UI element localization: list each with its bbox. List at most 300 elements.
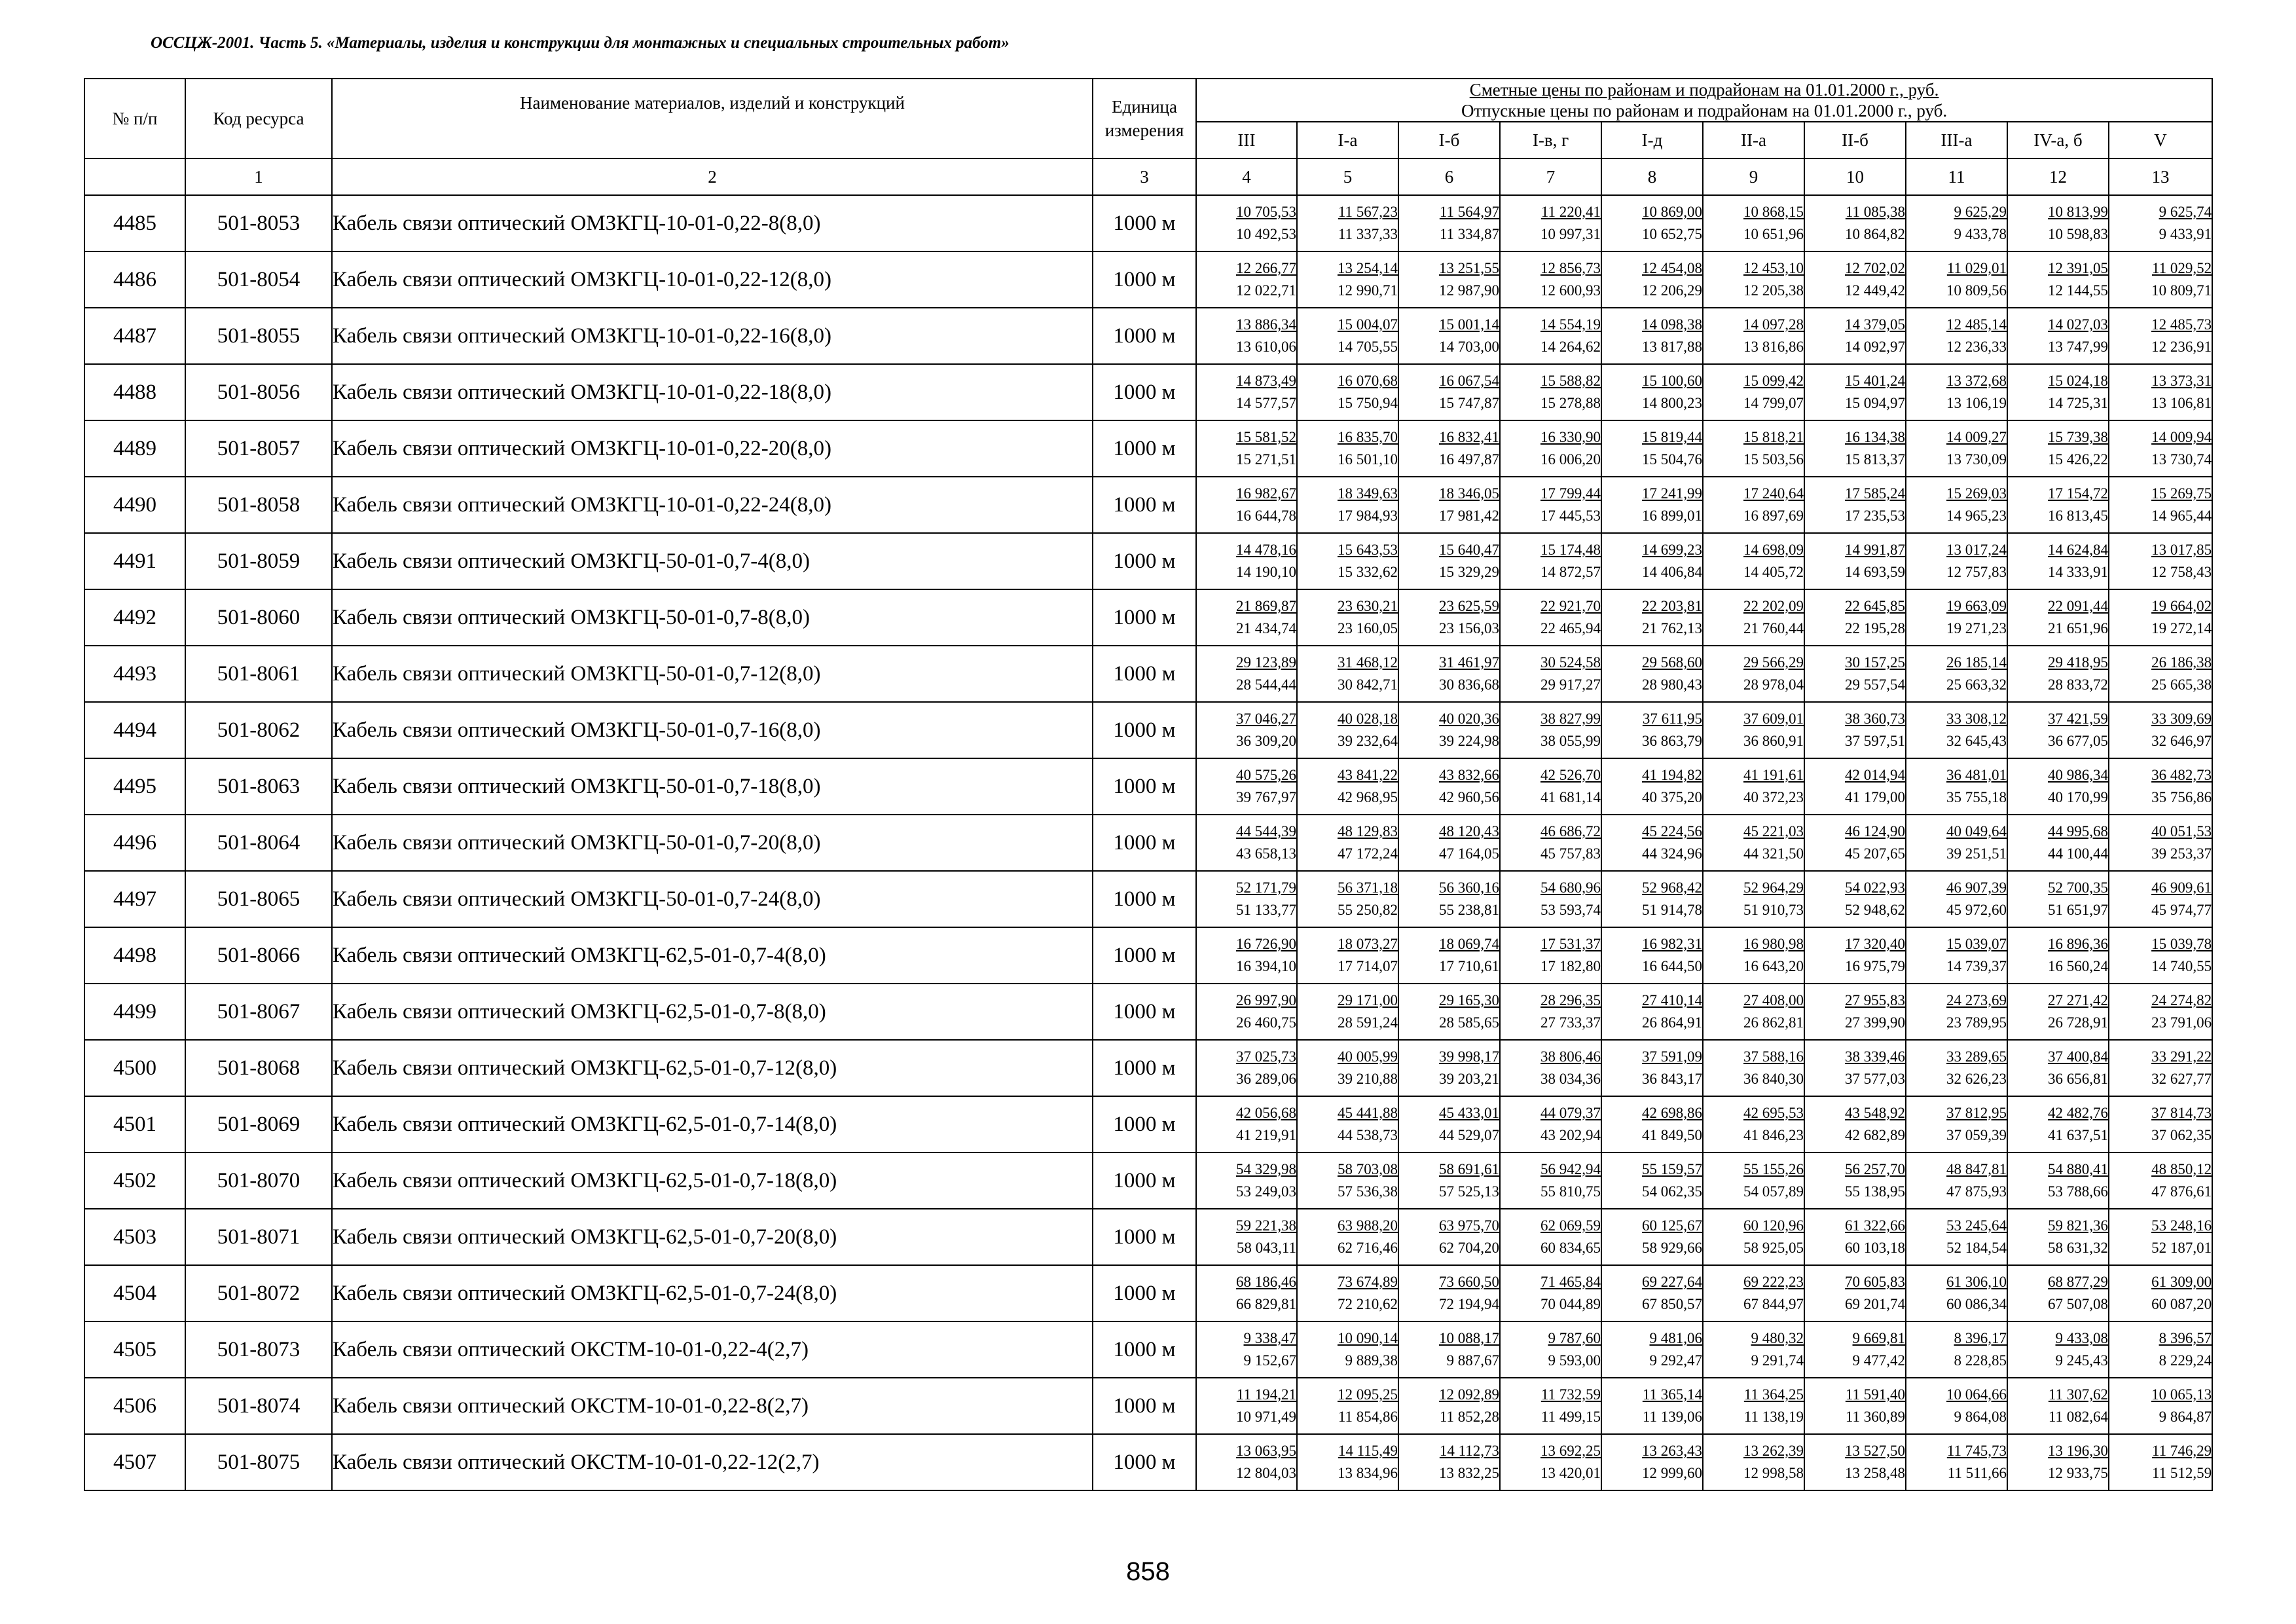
price-cell — [1398, 1096, 1500, 1153]
release-price: 70 044,89 — [1540, 1296, 1601, 1312]
price-cell — [1906, 1153, 2007, 1209]
running-head: ОССЦЖ-2001. Часть 5. «Материалы, изделия и конструкции для монтажных и специальных строительных работ» — [151, 34, 1010, 52]
price-cell — [1297, 1378, 1398, 1434]
release-price: 40 375,20 — [1642, 789, 1702, 805]
price-cell — [1703, 589, 1804, 646]
release-price: 14 577,57 — [1236, 395, 1296, 411]
price-cell — [1398, 1378, 1500, 1434]
estimate-price: 24 274,82 — [2151, 992, 2212, 1008]
price-cell — [1398, 984, 1500, 1040]
release-price: 12 449,42 — [1845, 282, 1905, 299]
release-price: 37 577,03 — [1845, 1071, 1905, 1087]
estimate-price: 56 257,70 — [1845, 1161, 1905, 1177]
price-cell — [1297, 758, 1398, 815]
price-cell — [1601, 1321, 1703, 1378]
price-cell — [1804, 195, 1906, 251]
price-cell — [1398, 927, 1500, 984]
estimate-price: 48 847,81 — [1946, 1161, 2007, 1177]
material-name: Кабель связи оптический ОМЗКГЦ-10-01-0,22-16(8,0) — [332, 308, 1093, 364]
release-price: 15 278,88 — [1540, 395, 1601, 411]
column-number: 9 — [1703, 158, 1804, 195]
release-price: 57 536,38 — [1338, 1183, 1398, 1200]
price-cell — [2109, 815, 2212, 871]
release-price: 21 434,74 — [1236, 620, 1296, 637]
release-price: 15 813,37 — [1845, 451, 1905, 468]
estimate-price: 44 544,39 — [1236, 823, 1296, 840]
estimate-price: 11 564,97 — [1439, 204, 1499, 220]
estimate-price: 10 705,53 — [1236, 204, 1296, 220]
price-cell — [2109, 364, 2212, 420]
price-cell — [1601, 646, 1703, 702]
row-number: 4499 — [84, 984, 185, 1040]
estimate-price: 37 421,59 — [2048, 710, 2108, 727]
release-price: 30 842,71 — [1338, 676, 1398, 693]
estimate-price: 17 154,72 — [2048, 485, 2108, 502]
table-row — [84, 308, 2212, 364]
estimate-price: 48 850,12 — [2151, 1161, 2212, 1177]
release-price: 11 360,89 — [1845, 1409, 1905, 1425]
price-cell — [2007, 1434, 2109, 1490]
release-price: 14 705,55 — [1338, 339, 1398, 355]
estimate-price: 15 640,47 — [1439, 542, 1499, 558]
price-cell — [1297, 1209, 1398, 1265]
price-cell — [1601, 1265, 1703, 1321]
estimate-price: 30 524,58 — [1540, 654, 1601, 671]
price-cell — [1500, 1153, 1601, 1209]
unit: 1000 м — [1093, 1209, 1196, 1265]
estimate-price: 22 645,85 — [1845, 598, 1905, 614]
price-cell — [1906, 364, 2007, 420]
row-number: 4489 — [84, 420, 185, 477]
release-price: 36 289,06 — [1236, 1071, 1296, 1087]
price-cell — [2007, 308, 2109, 364]
price-cell — [1297, 195, 1398, 251]
price-cell — [1500, 533, 1601, 589]
price-cell — [2007, 984, 2109, 1040]
price-cell — [1196, 477, 1297, 533]
release-price: 13 106,81 — [2151, 395, 2212, 411]
table-row — [84, 1153, 2212, 1209]
price-cell — [2007, 477, 2109, 533]
estimate-price: 15 039,07 — [1946, 936, 2007, 952]
release-price: 15 503,56 — [1743, 451, 1804, 468]
price-cell — [2007, 364, 2109, 420]
release-price: 17 714,07 — [1338, 958, 1398, 974]
price-cell — [1500, 589, 1601, 646]
price-cell — [1601, 758, 1703, 815]
release-price: 39 224,98 — [1439, 733, 1499, 749]
estimate-price: 42 014,94 — [1845, 767, 1905, 783]
estimate-price: 46 907,39 — [1946, 879, 2007, 896]
estimate-price: 22 202,09 — [1743, 598, 1804, 614]
estimate-price: 8 396,57 — [2159, 1330, 2212, 1346]
estimate-price: 18 346,05 — [1439, 485, 1499, 502]
column-number: 12 — [2007, 158, 2109, 195]
unit: 1000 м — [1093, 364, 1196, 420]
price-cell — [1196, 815, 1297, 871]
release-price: 12 933,75 — [2048, 1465, 2108, 1481]
price-cell — [1297, 477, 1398, 533]
estimate-price: 10 868,15 — [1743, 204, 1804, 220]
release-price: 27 399,90 — [1845, 1014, 1905, 1031]
price-cell — [1500, 758, 1601, 815]
release-price: 14 264,62 — [1540, 339, 1601, 355]
estimate-price: 36 482,73 — [2151, 767, 2212, 783]
estimate-price: 42 482,76 — [2048, 1105, 2108, 1121]
price-cell — [1196, 1265, 1297, 1321]
release-price: 16 560,24 — [2048, 958, 2108, 974]
release-price: 44 324,96 — [1642, 845, 1702, 862]
price-cell — [1196, 646, 1297, 702]
estimate-price: 73 674,89 — [1338, 1274, 1398, 1290]
estimate-price: 16 835,70 — [1338, 429, 1398, 445]
price-cell — [1196, 1321, 1297, 1378]
release-price: 45 757,83 — [1540, 845, 1601, 862]
estimate-price: 28 296,35 — [1540, 992, 1601, 1008]
release-price: 11 337,33 — [1338, 226, 1398, 242]
release-price: 44 321,50 — [1743, 845, 1804, 862]
row-number: 4495 — [84, 758, 185, 815]
unit: 1000 м — [1093, 1321, 1196, 1378]
release-price: 36 840,30 — [1743, 1071, 1804, 1087]
release-price: 17 235,53 — [1845, 507, 1905, 524]
estimate-price: 38 827,99 — [1540, 710, 1601, 727]
price-cell — [1703, 251, 1804, 308]
price-table — [84, 78, 2213, 1491]
release-price: 11 512,59 — [2151, 1465, 2212, 1481]
estimate-price: 37 611,95 — [1642, 710, 1702, 727]
price-cell — [1906, 702, 2007, 758]
estimate-price: 11 567,23 — [1338, 204, 1398, 220]
material-name: Кабель связи оптический ОМЗКГЦ-50-01-0,7-24(8,0) — [332, 871, 1093, 927]
estimate-price: 18 073,27 — [1338, 936, 1398, 952]
estimate-price: 43 841,22 — [1338, 767, 1398, 783]
price-cell — [1804, 1209, 1906, 1265]
estimate-price: 15 039,78 — [2151, 936, 2212, 952]
estimate-price: 18 069,74 — [1439, 936, 1499, 952]
price-cell — [2007, 1153, 2109, 1209]
price-cell — [1906, 589, 2007, 646]
resource-code: 501-8063 — [185, 758, 332, 815]
price-cell — [1297, 1321, 1398, 1378]
material-name: Кабель связи оптический ОМЗКГЦ-10-01-0,22-8(8,0) — [332, 195, 1093, 251]
release-price: 9 291,74 — [1751, 1352, 1804, 1369]
release-price: 72 210,62 — [1338, 1296, 1398, 1312]
release-price: 14 965,23 — [1946, 507, 2007, 524]
release-price: 10 651,96 — [1743, 226, 1804, 242]
estimate-price: 15 581,52 — [1236, 429, 1296, 445]
release-price: 32 646,97 — [2151, 733, 2212, 749]
material-name: Кабель связи оптический ОМЗКГЦ-50-01-0,7-8(8,0) — [332, 589, 1093, 646]
price-cell — [1500, 364, 1601, 420]
release-price: 13 834,96 — [1338, 1465, 1398, 1481]
region-header: IV-а, б — [2007, 122, 2109, 158]
estimate-price: 55 155,26 — [1743, 1161, 1804, 1177]
price-cell — [2007, 420, 2109, 477]
region-header: II-б — [1804, 122, 1906, 158]
release-price: 9 864,08 — [1954, 1409, 2007, 1425]
release-price: 16 501,10 — [1338, 451, 1398, 468]
release-price: 60 834,65 — [1540, 1240, 1601, 1256]
release-price: 15 332,62 — [1338, 564, 1398, 580]
price-cell — [1601, 1434, 1703, 1490]
release-price: 10 598,83 — [2048, 226, 2108, 242]
estimate-price: 40 020,36 — [1439, 710, 1499, 727]
row-number: 4501 — [84, 1096, 185, 1153]
price-cell — [1196, 1434, 1297, 1490]
release-price: 51 914,78 — [1642, 902, 1702, 918]
release-price: 15 504,76 — [1642, 451, 1702, 468]
estimate-price: 10 088,17 — [1439, 1330, 1499, 1346]
estimate-price: 9 669,81 — [1852, 1330, 1905, 1346]
estimate-price: 27 408,00 — [1743, 992, 1804, 1008]
estimate-price: 15 401,24 — [1845, 373, 1905, 389]
column-number: 3 — [1093, 158, 1196, 195]
table-row — [84, 646, 2212, 702]
release-price: 12 600,93 — [1540, 282, 1601, 299]
estimate-price: 11 364,25 — [1743, 1386, 1804, 1403]
price-cell — [1906, 420, 2007, 477]
table-row — [84, 477, 2212, 533]
estimate-price: 45 433,01 — [1439, 1105, 1499, 1121]
material-name: Кабель связи оптический ОМЗКГЦ-62,5-01-0,7-14(8,0) — [332, 1096, 1093, 1153]
price-cell — [1297, 251, 1398, 308]
estimate-price: 12 702,02 — [1845, 260, 1905, 276]
unit: 1000 м — [1093, 1378, 1196, 1434]
release-price: 10 492,53 — [1236, 226, 1296, 242]
price-cell — [1601, 251, 1703, 308]
price-cell — [2109, 871, 2212, 927]
estimate-price: 40 005,99 — [1338, 1048, 1398, 1065]
unit: 1000 м — [1093, 1096, 1196, 1153]
region-header: I-а — [1297, 122, 1398, 158]
release-price: 60 087,20 — [2151, 1296, 2212, 1312]
price-cell — [2109, 646, 2212, 702]
unit: 1000 м — [1093, 1434, 1196, 1490]
price-cell — [1804, 815, 1906, 871]
estimate-price: 23 625,59 — [1439, 598, 1499, 614]
price-cell — [1906, 1378, 2007, 1434]
price-cell — [1500, 984, 1601, 1040]
material-name: Кабель связи оптический ОМЗКГЦ-10-01-0,22-24(8,0) — [332, 477, 1093, 533]
estimate-price: 52 171,79 — [1236, 879, 1296, 896]
prices-header-release: Отпускные цены по районам и подрайонам на 01.01.2000 г., руб. — [1461, 101, 1948, 120]
release-price: 15 271,51 — [1236, 451, 1296, 468]
estimate-price: 45 221,03 — [1743, 823, 1804, 840]
price-cell — [2109, 927, 2212, 984]
release-price: 55 250,82 — [1338, 902, 1398, 918]
column-number: 8 — [1601, 158, 1703, 195]
release-price: 62 704,20 — [1439, 1240, 1499, 1256]
price-cell — [1906, 758, 2007, 815]
region-header: III-а — [1906, 122, 2007, 158]
page-number: 858 — [1126, 1557, 1170, 1586]
price-cell — [1500, 195, 1601, 251]
release-price: 44 538,73 — [1338, 1127, 1398, 1143]
price-cell — [1398, 364, 1500, 420]
release-price: 41 179,00 — [1845, 789, 1905, 805]
release-price: 58 925,05 — [1743, 1240, 1804, 1256]
release-price: 38 055,99 — [1540, 733, 1601, 749]
release-price: 17 710,61 — [1439, 958, 1499, 974]
release-price: 15 094,97 — [1845, 395, 1905, 411]
estimate-price: 9 338,47 — [1243, 1330, 1296, 1346]
price-cell — [1906, 1434, 2007, 1490]
estimate-price: 41 194,82 — [1642, 767, 1702, 783]
price-cell — [1601, 1153, 1703, 1209]
resource-code: 501-8071 — [185, 1209, 332, 1265]
unit: 1000 м — [1093, 927, 1196, 984]
price-cell — [1297, 1096, 1398, 1153]
row-number: 4486 — [84, 251, 185, 308]
price-cell — [1804, 927, 1906, 984]
price-cell — [1500, 702, 1601, 758]
price-cell — [1804, 1040, 1906, 1096]
release-price: 52 948,62 — [1845, 902, 1905, 918]
price-cell — [1804, 871, 1906, 927]
price-cell — [1196, 1040, 1297, 1096]
price-cell — [2109, 1153, 2212, 1209]
price-cell — [1906, 646, 2007, 702]
estimate-price: 14 097,28 — [1743, 316, 1804, 333]
resource-code: 501-8062 — [185, 702, 332, 758]
estimate-price: 40 051,53 — [2151, 823, 2212, 840]
price-cell — [1398, 1265, 1500, 1321]
release-price: 36 656,81 — [2048, 1071, 2108, 1087]
release-price: 41 849,50 — [1642, 1127, 1702, 1143]
release-price: 23 791,06 — [2151, 1014, 2212, 1031]
release-price: 16 643,20 — [1743, 958, 1804, 974]
release-price: 11 139,06 — [1642, 1409, 1702, 1425]
row-number: 4493 — [84, 646, 185, 702]
estimate-price: 19 664,02 — [2151, 598, 2212, 614]
estimate-price: 54 680,96 — [1540, 879, 1601, 896]
release-price: 9 593,00 — [1548, 1352, 1601, 1369]
release-price: 10 971,49 — [1236, 1409, 1296, 1425]
release-price: 39 251,51 — [1946, 845, 2007, 862]
price-cell — [1500, 420, 1601, 477]
release-price: 12 206,29 — [1642, 282, 1702, 299]
price-cell — [1196, 533, 1297, 589]
estimate-price: 12 856,73 — [1540, 260, 1601, 276]
table-row — [84, 533, 2212, 589]
price-cell — [1500, 251, 1601, 308]
estimate-price: 14 098,38 — [1642, 316, 1702, 333]
release-price: 39 767,97 — [1236, 789, 1296, 805]
resource-code: 501-8056 — [185, 364, 332, 420]
estimate-price: 37 609,01 — [1743, 710, 1804, 727]
resource-code: 501-8057 — [185, 420, 332, 477]
release-price: 14 693,59 — [1845, 564, 1905, 580]
release-price: 23 156,03 — [1439, 620, 1499, 637]
estimate-price: 71 465,84 — [1540, 1274, 1601, 1290]
row-number: 4500 — [84, 1040, 185, 1096]
price-cell — [1196, 195, 1297, 251]
release-price: 17 981,42 — [1439, 507, 1499, 524]
material-name: Кабель связи оптический ОМЗКГЦ-10-01-0,22-20(8,0) — [332, 420, 1093, 477]
release-price: 67 507,08 — [2048, 1296, 2108, 1312]
estimate-price: 63 988,20 — [1338, 1217, 1398, 1234]
estimate-price: 11 307,62 — [2048, 1386, 2108, 1403]
price-cell — [2109, 1434, 2212, 1490]
estimate-price: 15 739,38 — [2048, 429, 2108, 445]
estimate-price: 43 832,66 — [1439, 767, 1499, 783]
release-price: 41 219,91 — [1236, 1127, 1296, 1143]
release-price: 21 760,44 — [1743, 620, 1804, 637]
price-cell — [2109, 1096, 2212, 1153]
price-cell — [1906, 251, 2007, 308]
price-cell — [1500, 1434, 1601, 1490]
price-cell — [1196, 702, 1297, 758]
price-cell — [1703, 1096, 1804, 1153]
price-cell — [1601, 702, 1703, 758]
price-cell — [1398, 477, 1500, 533]
price-cell — [1703, 927, 1804, 984]
price-cell — [1703, 1434, 1804, 1490]
estimate-price: 33 308,12 — [1946, 710, 2007, 727]
unit: 1000 м — [1093, 477, 1196, 533]
estimate-price: 12 266,77 — [1236, 260, 1296, 276]
estimate-price: 14 027,03 — [2048, 316, 2108, 333]
price-cell — [2109, 477, 2212, 533]
price-cell — [1804, 477, 1906, 533]
price-cell — [2109, 1321, 2212, 1378]
estimate-price: 29 123,89 — [1236, 654, 1296, 671]
price-cell — [1297, 1040, 1398, 1096]
release-price: 14 725,31 — [2048, 395, 2108, 411]
release-price: 17 984,93 — [1338, 507, 1398, 524]
estimate-price: 29 568,60 — [1642, 654, 1702, 671]
estimate-price: 11 194,21 — [1236, 1386, 1296, 1403]
estimate-price: 16 982,67 — [1236, 485, 1296, 502]
estimate-price: 12 391,05 — [2048, 260, 2108, 276]
material-name: Кабель связи оптический ОМЗКГЦ-62,5-01-0,7-18(8,0) — [332, 1153, 1093, 1209]
unit: 1000 м — [1093, 308, 1196, 364]
price-cell — [1804, 1096, 1906, 1153]
release-price: 14 190,10 — [1236, 564, 1296, 580]
release-price: 12 236,33 — [1946, 339, 2007, 355]
table-row — [84, 1040, 2212, 1096]
row-number: 4485 — [84, 195, 185, 251]
unit: 1000 м — [1093, 1265, 1196, 1321]
release-price: 37 062,35 — [2151, 1127, 2212, 1143]
estimate-price: 13 263,43 — [1642, 1443, 1702, 1459]
estimate-price: 69 222,23 — [1743, 1274, 1804, 1290]
price-cell — [1398, 589, 1500, 646]
estimate-price: 45 441,88 — [1338, 1105, 1398, 1121]
estimate-price: 17 240,64 — [1743, 485, 1804, 502]
price-cell — [1297, 1434, 1398, 1490]
estimate-price: 15 643,53 — [1338, 542, 1398, 558]
estimate-price: 33 309,69 — [2151, 710, 2212, 727]
price-cell — [1196, 1209, 1297, 1265]
price-cell — [1601, 871, 1703, 927]
release-price: 14 406,84 — [1642, 564, 1702, 580]
release-price: 55 810,75 — [1540, 1183, 1601, 1200]
release-price: 15 750,94 — [1338, 395, 1398, 411]
estimate-price: 43 548,92 — [1845, 1105, 1905, 1121]
estimate-price: 12 485,14 — [1946, 316, 2007, 333]
col-header-code: Код ресурса — [185, 79, 332, 158]
resource-code: 501-8060 — [185, 589, 332, 646]
price-cell — [1398, 871, 1500, 927]
estimate-price: 59 821,36 — [2048, 1217, 2108, 1234]
release-price: 23 160,05 — [1338, 620, 1398, 637]
estimate-price: 24 273,69 — [1946, 992, 2007, 1008]
resource-code: 501-8070 — [185, 1153, 332, 1209]
release-price: 32 627,77 — [2151, 1071, 2212, 1087]
release-price: 14 092,97 — [1845, 339, 1905, 355]
